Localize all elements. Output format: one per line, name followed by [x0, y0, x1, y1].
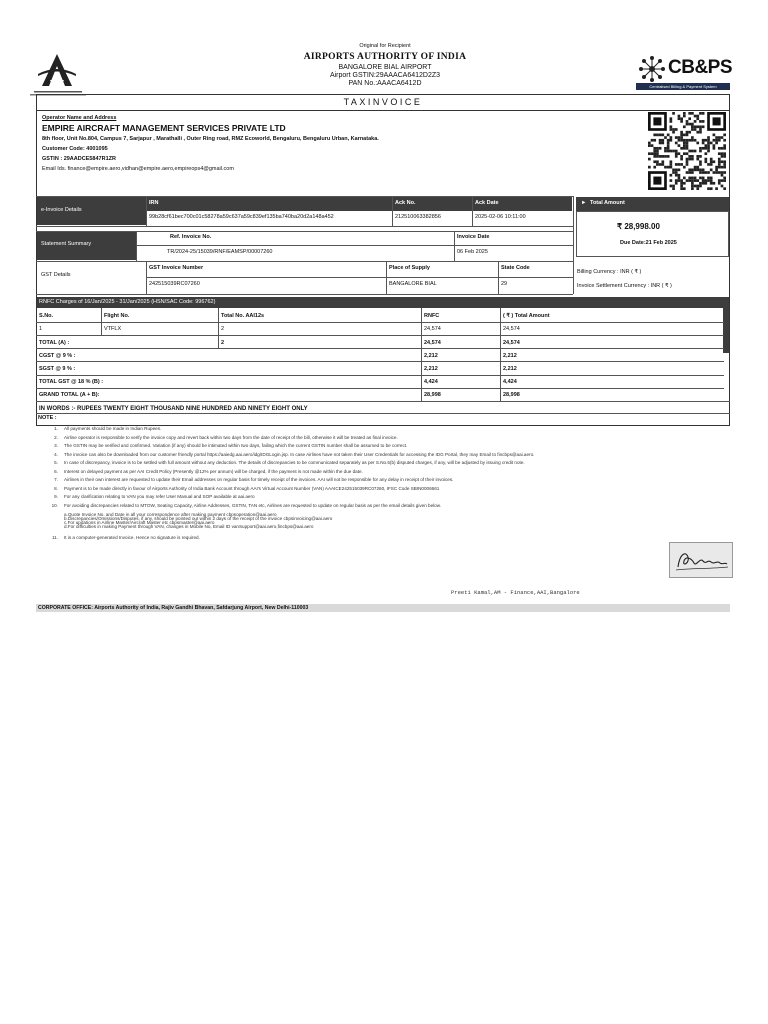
gst-invoice-number-value: 242515039RC07260 — [149, 281, 200, 287]
total-amount-label: Total Amount — [590, 200, 625, 206]
row-flight: VTFLX — [104, 326, 122, 332]
note-text: Interest on delayed payment as per AAI Credit Policy (Presently @12% per annum) will be charged, if the payment is not made within the due date. — [64, 468, 363, 474]
note-item — [42, 494, 255, 499]
note-item — [42, 426, 161, 431]
place-of-supply-value: BANGALORE BIAL — [389, 281, 437, 287]
operator-email: Email Ids. finance@empire.aero,vidhan@empire.aero,empireops4@gmail.com — [42, 166, 234, 172]
sgst-label: SGST @ 9 % : — [39, 366, 76, 372]
irn-value: 99b28cf61bec700c01c58278a59c637a59c839ef135ba740ba20d2a148a452 — [149, 214, 334, 220]
arrow-right-icon: ► — [581, 200, 587, 206]
einvoice-label-cell — [37, 197, 146, 225]
total-amount-value: ₹ 28,998.00 — [617, 222, 660, 231]
note-item — [42, 486, 439, 491]
airport-pan: PAN No.:AAACA6412D — [348, 80, 422, 87]
note-text: The invoice can also be downloaded from our customer friendly portal https://aaiedg.aai.aero/idg/IDGLogin.jsp. In case Airlines have not taken their User Credentials for accessing the IDG Portal, they may Email to fincbps@aai.aero. — [64, 451, 535, 457]
total-gst-rnfc: 4,424 — [424, 379, 438, 385]
table-edge-bar — [723, 308, 729, 353]
operator-section-label: Operator Name and Address — [42, 115, 117, 121]
note-text: a.Quote Invoice No. and Date in all your correspondence after making payment cbpsoperation@aai.aero — [64, 511, 277, 517]
ref-invoice-value: TR/2024-25/15039/RNF/EAMSP/00007260 — [167, 249, 273, 255]
note-item — [42, 477, 453, 482]
qr-code-icon — [648, 112, 726, 190]
charges-heading: RNFC Charges of 16/Jan/2025 - 31/Jan/2025 (HSN/SAC Code: 996762) — [39, 299, 216, 305]
operator-name: EMPIRE AIRCRAFT MANAGEMENT SERVICES PRIVATE LTD — [42, 123, 286, 133]
note-text: Payment is to be made directly in favour of Airports Authority of India Bank Account through AAI's Virtual Account Number (VAN) AAAICE242515039RC07260, IFSC Code SBIN0006661 — [64, 485, 440, 491]
note-text: b.Discrepancies/Omissions/Disputes, if any, should be pointed out within 2 days of the receipt of the invoice cbpsinvoicing@aai.aero — [64, 515, 333, 521]
note-text: d.For difficulties in making Payment through VAN, changes in Mobile No, Email ID vanSupport@aai.aero,fincbps@aai.aero — [64, 524, 314, 530]
note-number: 6. — [54, 468, 58, 474]
ack-date-value: 2025-02-06 10:11:00 — [475, 214, 526, 220]
total-amount-box — [576, 211, 729, 257]
cbps-logo-text: CB&PS — [668, 57, 733, 78]
note-number: 5. — [54, 460, 58, 466]
customer-code: Customer Code: 4001095 — [42, 146, 108, 152]
gst-invoice-number-label: GST Invoice Number — [149, 265, 204, 271]
cgst-label: CGST @ 9 % : — [39, 353, 76, 359]
note-text: For avoiding discrepancies related to MTOW, Seating Capacity, Airline Addresses, GSTIN, TAN etc, Airlines are requested to update on regular basis as per the email details given below. — [64, 502, 442, 508]
total-amount-header — [576, 197, 729, 211]
note-item — [42, 469, 363, 474]
row-sno: 1 — [39, 326, 43, 332]
grand-total-rnfc: 28,998 — [424, 392, 441, 398]
note-item — [42, 435, 398, 440]
invoice-frame — [36, 94, 730, 426]
document-title: TAXINVOICE — [36, 94, 730, 111]
amount-in-words: IN WORDS :- RUPEES TWENTY EIGHT THOUSAND NINE HUNDRED AND NINETY EIGHT ONLY — [39, 406, 308, 412]
invoice-date-value: 06 Feb 2025 — [457, 249, 488, 255]
aai-logo-icon — [36, 52, 78, 90]
original-label: Original for Recipient — [359, 43, 411, 49]
place-of-supply-label: Place of Supply — [389, 265, 430, 271]
due-date: Due Date:21 Feb 2025 — [620, 240, 677, 246]
col-count-header: Total No. AAI12s — [221, 313, 265, 319]
state-code-label: State Code — [501, 265, 530, 271]
org-name: AIRPORTS AUTHORITY OF INDIA — [303, 52, 467, 62]
signatory-name: Preeti Kamal,AM - Finance,AAI,Bangalore — [451, 589, 580, 596]
sgst-amount: 2,212 — [503, 366, 517, 372]
note-item — [42, 535, 200, 540]
cgst-rnfc: 2,212 — [424, 353, 438, 359]
irn-label: IRN — [149, 200, 159, 206]
note-number: 9. — [54, 494, 58, 500]
col-amount-header: ( ₹ ) Total Amount — [503, 313, 550, 319]
note-text: c.For updations in Airline Master/Aircraft Master etc cbpsmaster@aai.aero — [64, 520, 215, 526]
cbps-tagline: Centralised Billing & Payment System — [636, 83, 730, 90]
col-sno-header: S.No. — [39, 313, 54, 319]
operator-gstin: GSTIN : 29AADCE5847R1ZR — [42, 156, 116, 162]
total-gst-label: TOTAL GST @ 18 % (B) : — [39, 379, 104, 385]
note-text: Airline operator is responsible to verify the invoice copy and revert back within two days from the date of receipt of the bill, otherwise it will be treated as final invoice. — [64, 434, 398, 440]
note-number: 7. — [54, 477, 58, 483]
row-amount: 24,574 — [503, 326, 520, 332]
ref-invoice-label: Ref. Invoice No. — [170, 234, 212, 240]
settlement-currency: Invoice Settlement Currency : INR ( ₹ ) — [577, 283, 672, 289]
note-number: 3. — [54, 443, 58, 449]
cgst-amount: 2,212 — [503, 353, 517, 359]
ack-no-value: 212510063382856 — [395, 214, 441, 220]
note-number: 8. — [54, 485, 58, 491]
airport-name: BANGALORE BIAL AIRPORT — [338, 64, 432, 71]
airport-gstin: Airport GSTIN:29AAACA6412D2Z3 — [329, 72, 441, 79]
corporate-office-footer: CORPORATE OFFICE: Airports Authority of India, Rajiv Gandhi Bhavan, Safdarjung Airport, New Delhi-110003 — [36, 604, 730, 612]
row-rnfc: 24,574 — [424, 326, 441, 332]
total-a-rnfc: 24,574 — [424, 340, 441, 346]
note-text: Airlines in their own interest are requested to update their Email addresses on regular basis for timely receipt of the invoices. AAI will not be responsible for any delay in receipt of their invoices. — [64, 477, 454, 483]
total-a-count: 2 — [221, 340, 225, 346]
signature-image — [669, 542, 733, 578]
statement-label-cell — [37, 232, 136, 260]
col-rnfc-header: RNFC — [424, 313, 440, 319]
note-text: In case of discrepancy, invoice is to be settled with full amount without any deduction. The details of discrepancies to be communicated separately as per S.No.5(b) disputed charges, if any, will be adjusted by issuing credit note. — [64, 460, 525, 466]
note-item — [42, 460, 525, 465]
ack-date-label: Ack Date — [475, 200, 499, 206]
ack-no-header-cell — [392, 197, 472, 211]
note-number: 11. — [51, 534, 58, 540]
note-text: For any clarification relating to VAN you may refer User Manual and SOP available at aai.aero — [64, 494, 255, 500]
note-item — [42, 503, 441, 508]
note-number: 2. — [54, 434, 58, 440]
grand-total-label: GRAND TOTAL (A + B): — [39, 392, 100, 398]
sgst-rnfc: 2,212 — [424, 366, 438, 372]
gst-details-label: GST Details — [41, 272, 71, 278]
charges-heading-row — [37, 297, 729, 308]
signature-scribble-icon — [670, 543, 732, 577]
irn-header-cell — [146, 197, 392, 211]
note-number: 4. — [54, 451, 58, 457]
cbps-network-icon — [638, 55, 666, 83]
note-item — [64, 524, 313, 529]
ack-no-label: Ack No. — [395, 200, 416, 206]
total-a-amount: 24,574 — [503, 340, 520, 346]
total-gst-amount: 4,424 — [503, 379, 517, 385]
note-item — [42, 443, 407, 448]
invoice-date-label: Invoice Date — [457, 234, 490, 240]
ack-date-header-cell — [472, 197, 572, 211]
notes-heading: NOTE : — [38, 415, 57, 421]
col-flight-header: Flight No. — [104, 313, 130, 319]
grand-total-amount: 28,998 — [503, 392, 520, 398]
note-number: 10. — [51, 502, 58, 508]
state-code-value: 29 — [501, 281, 508, 287]
note-text: All payments should be made in Indian Rupees. — [64, 426, 162, 431]
note-text: It is a computer-generated Invoice. Hence no signature is required. — [64, 534, 200, 540]
billing-currency: Billing Currency : INR ( ₹ ) — [577, 269, 642, 275]
note-number: 1. — [54, 426, 58, 431]
statement-label: Statement Summary — [41, 241, 92, 247]
total-a-label: TOTAL (A) : — [39, 340, 70, 346]
einvoice-label: e-Invoice Details — [41, 207, 82, 213]
note-item — [42, 452, 534, 457]
row-count: 2 — [221, 326, 225, 332]
operator-address: 8th floor, Unit No.804, Campus 7, Sarjapur , Marathalli , Outer Ring road, RMZ Ecoworld, Bengaluru, Bengaluru Urban, Karnataka. — [42, 136, 379, 142]
note-text: The GSTIN may be verified and confirmed. Variation (if any) should be intimated within two days, failing which the current GSTIN number shall be assumed to be correct. — [64, 443, 408, 449]
